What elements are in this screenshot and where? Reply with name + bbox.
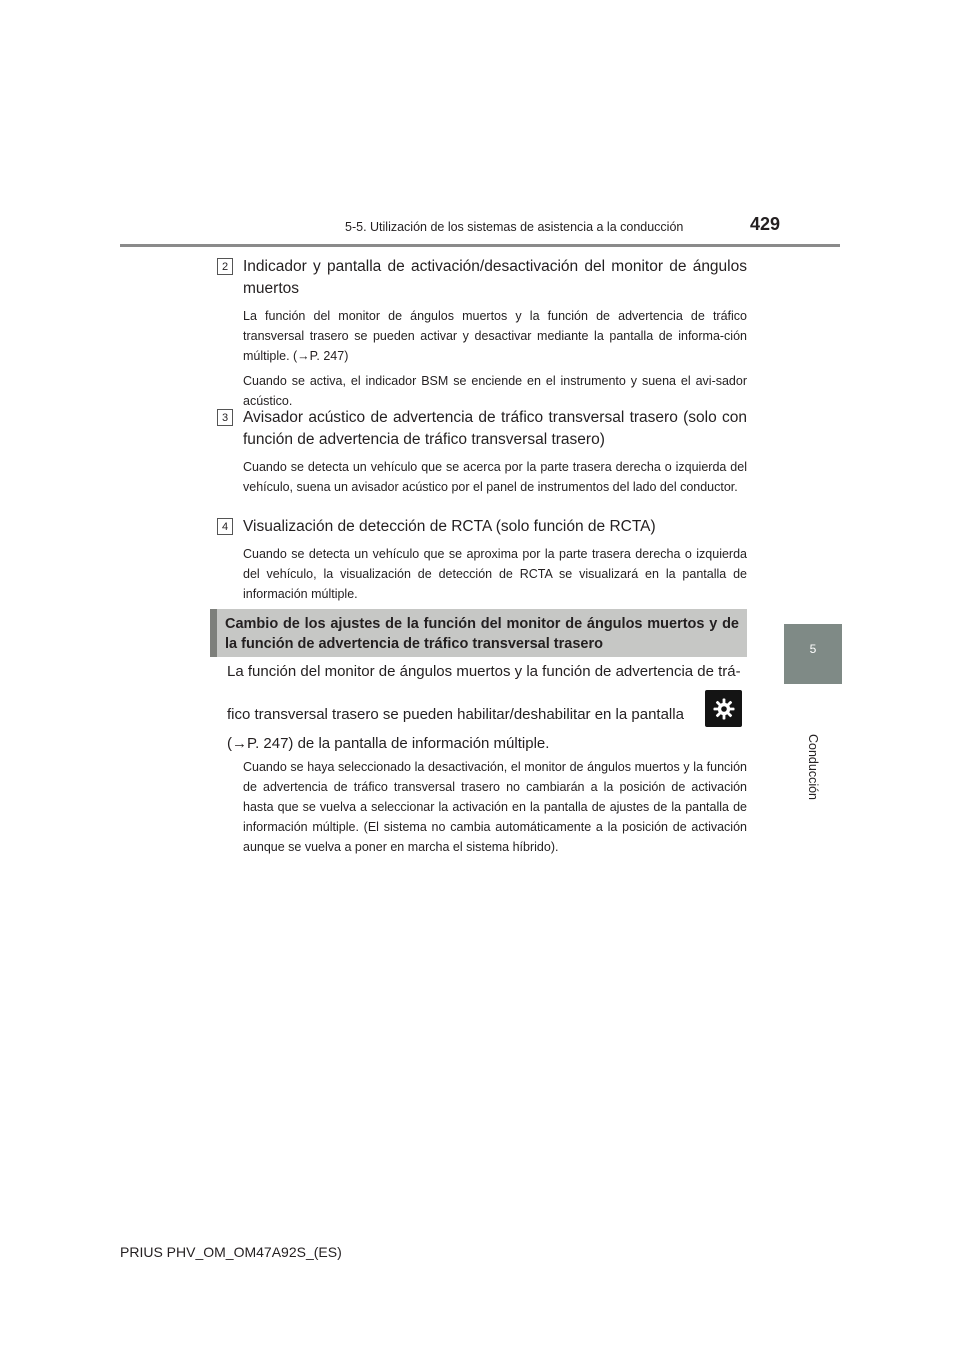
page-number: 429 <box>749 214 780 234</box>
chapter-tab-number: 5 <box>809 642 817 656</box>
item-body <box>243 457 747 497</box>
item-title: Visualización de detección de RCTA (solo función de RCTA) <box>243 518 656 535</box>
section-heading-box <box>210 609 747 657</box>
body-line: fico transversal trasero se pueden habilitar/deshabilitar en la pantalla <box>227 706 684 723</box>
item-paragraph: Cuando se detecta un vehículo que se aproxima por la parte trasera derecha o izquierda del vehículo, la visualización de detección de RCTA se visualizará en la pantalla de información múltiple. <box>243 547 747 601</box>
section-title: Cambio de los ajustes de la función del monitor de ángulos muertos y de la función de advertencia de tráfico transversal trasero <box>225 616 739 652</box>
item-title: Indicador y pantalla de activación/desactivación del monitor de ángulos muertos <box>243 258 747 297</box>
item-number-badge: 2 <box>217 258 233 275</box>
list-item <box>217 256 747 416</box>
body-line: La función del monitor de ángulos muertos y la función de advertencia de trá- <box>227 663 741 680</box>
running-header-section: 5-5. Utilización de los sistemas de asistencia a la conducción <box>345 220 684 234</box>
footer-doc-code: PRIUS PHV_OM_OM47A92S_(ES) <box>120 1244 342 1260</box>
item-title: Avisador acústico de advertencia de tráfico transversal trasero (solo con función de advertencia de tráfico transversal trasero) <box>243 409 747 448</box>
chapter-tab-label: Conducción <box>806 733 820 800</box>
item-body <box>243 544 747 604</box>
settings-gear-icon <box>705 690 742 727</box>
list-item <box>217 516 747 609</box>
item-number-badge: 3 <box>217 409 233 426</box>
note-paragraph: Cuando se haya seleccionado la desactivación, el monitor de ángulos muertos y la función de advertencia de tráfico transversal trasero no cambiarán a la posición de activación hasta que se vuelva a seleccionar la activación en la pantalla de ajustes de la pantalla de información múltiple. (El sistema no cambia automáticamente a la posición de activación aunque se vuelva a poner en marcha el sistema híbrido). <box>243 760 747 854</box>
item-paragraph: La función del monitor de ángulos muertos y la función de advertencia de tráfico transversal trasero se pueden activar y desactivar mediante la pantalla de informa-ción múltiple. (→P. 247) <box>243 309 747 363</box>
list-item <box>217 407 747 502</box>
body-line: (→P. 247) de la pantalla de información múltiple. <box>227 735 550 752</box>
item-body <box>243 306 747 411</box>
gear-icon <box>711 696 737 722</box>
header-rule <box>120 244 840 247</box>
item-number-badge: 4 <box>217 518 233 535</box>
item-paragraph: Cuando se activa, el indicador BSM se enciende en el instrumento y suena el avi-sador acústico. <box>243 374 747 408</box>
item-paragraph: Cuando se detecta un vehículo que se acerca por la parte trasera derecha o izquierda del vehículo, suena un avisador acústico por el panel de instrumentos del lado del conductor. <box>243 460 747 494</box>
